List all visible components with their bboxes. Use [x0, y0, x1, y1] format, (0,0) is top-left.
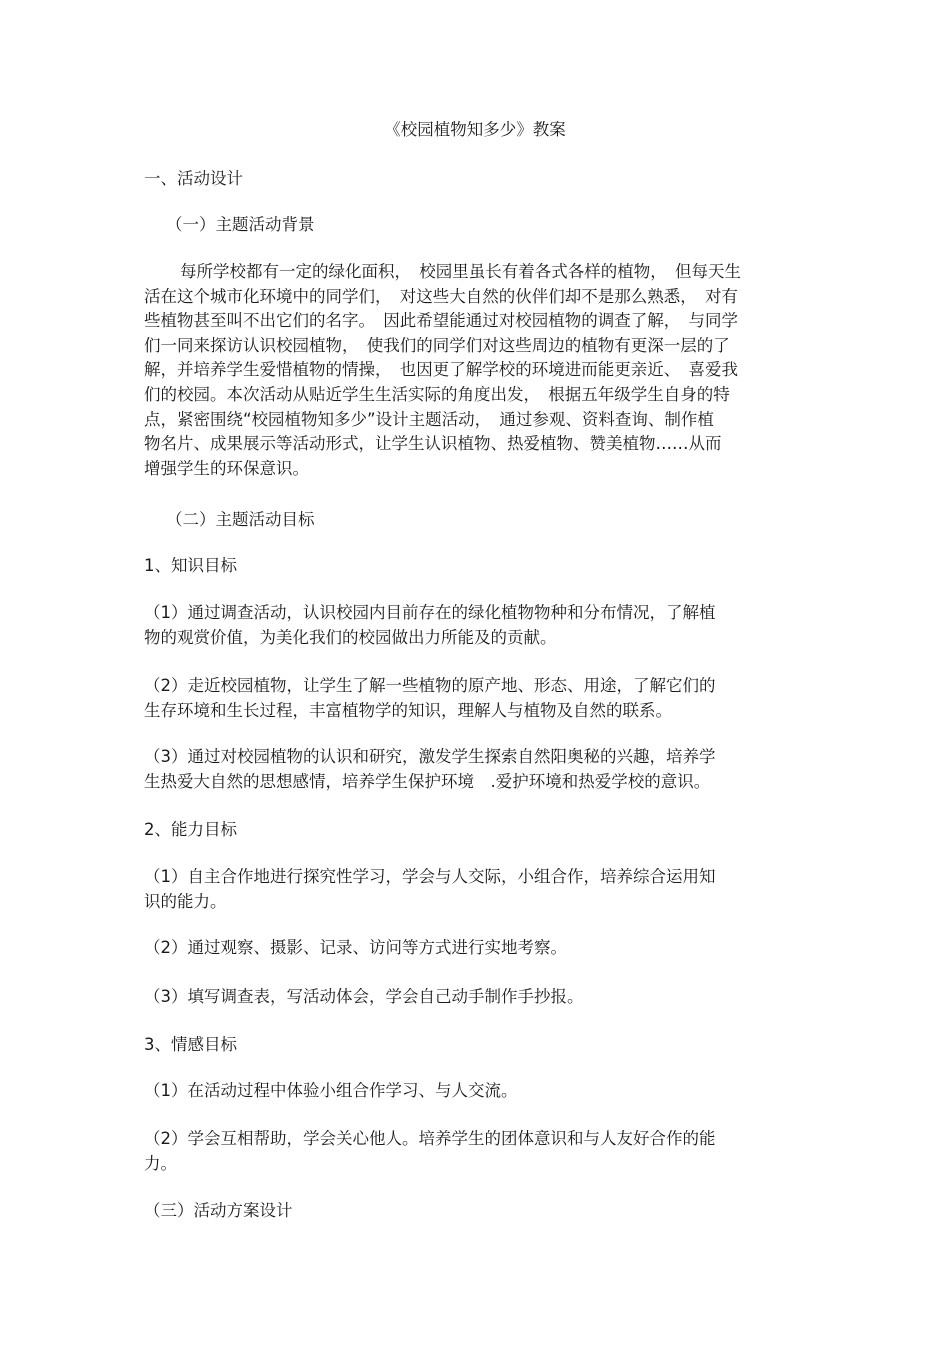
paragraph-line: 每所学校都有一定的绿化面积， 校园里虽长有着各式各样的植物， 但每天生	[180, 262, 741, 281]
paragraph-line: 活在这个城市化环境中的同学们， 对这些大自然的伙伴们却不是那么熟悉， 对有	[144, 286, 738, 306]
paragraph-line: 生存环境和生长过程，丰富植物学的知识，理解人与植物及自然的联系。	[144, 700, 672, 720]
background-paragraph	[144, 260, 824, 481]
knowledge-goal-item	[144, 745, 824, 794]
goal-heading-knowledge: 1、知识目标	[144, 556, 237, 575]
subheading-plan: （三）活动方案设计	[144, 1201, 293, 1220]
paragraph-line: 们一同来探访认识校园植物， 使我们的同学们对这些周边的植物有更深一层的了	[144, 335, 730, 355]
goal-heading-emotion: 3、情感目标	[144, 1035, 237, 1054]
paragraph-line: （1）自主合作地进行探究性学习，学会与人交际，小组合作，培养综合运用知	[144, 867, 716, 886]
paragraph-line: （2）学会互相帮助，学会关心他人。培养学生的团体意识和与人友好合作的能	[144, 1129, 716, 1148]
subheading-goals: （二）主题活动目标	[166, 510, 315, 529]
paragraph-line: 识的能力。	[144, 891, 227, 911]
ability-goal-item	[144, 865, 824, 914]
paragraph-line: 生热爱大自然的思想感情，培养学生保护环境 .爱护环境和热爱学校的意识。	[144, 771, 711, 791]
emotion-goal-item	[144, 1127, 824, 1176]
paragraph-line: 物的观赏价值，为美化我们的校园做出力所能及的贡献。	[144, 627, 557, 647]
paragraph-line: （1）在活动过程中体验小组合作学习、与人交流。	[144, 1081, 518, 1100]
knowledge-goal-item	[144, 601, 824, 650]
paragraph-line: 解，并培养学生爱惜植物的情操， 也因更了解学校的环境进而能更亲近、 喜爱我	[144, 360, 738, 380]
ability-goal-item	[144, 985, 824, 1010]
paragraph-line: 物名片、成果展示等活动形式，让学生认识植物、热爱植物、赞美植物……从而	[144, 434, 722, 454]
paragraph-line: 力。	[144, 1153, 177, 1173]
paragraph-line: （2）通过观察、摄影、记录、访问等方式进行实地考察。	[144, 938, 567, 957]
document-title: 《校园植物知多少》教案	[384, 120, 566, 139]
section-heading-activity-design: 一、活动设计	[144, 169, 243, 188]
knowledge-goal-item	[144, 674, 824, 723]
emotion-goal-item	[144, 1079, 824, 1104]
ability-goal-item	[144, 936, 824, 961]
paragraph-line: （2）走近校园植物，让学生了解一些植物的原产地、形态、用途，了解它们的	[144, 676, 716, 695]
paragraph-line: 们的校园。本次活动从贴近学生生活实际的角度出发， 根据五年级学生自身的特	[144, 384, 730, 404]
subheading-background: （一）主题活动背景	[166, 215, 315, 234]
paragraph-line: 些植物甚至叫不出它们的名字。 因此希望能通过对校园植物的调查了解， 与同学	[144, 311, 738, 331]
paragraph-line: 增强学生的环保意识。	[144, 458, 309, 478]
paragraph-line: （1）通过调查活动，认识校园内目前存在的绿化植物物种和分布情况，了解植	[144, 603, 716, 622]
goal-heading-ability: 2、能力目标	[144, 820, 237, 839]
paragraph-line: （3）填写调查表，写活动体会，学会自己动手制作手抄报。	[144, 987, 584, 1006]
paragraph-line: （3）通过对校园植物的认识和研究，激发学生探索自然阳奥秘的兴趣，培养学	[144, 747, 716, 766]
paragraph-line: 点，紧密围绕“校园植物知多少”设计主题活动， 通过参观、资料查询、制作植	[144, 409, 714, 429]
